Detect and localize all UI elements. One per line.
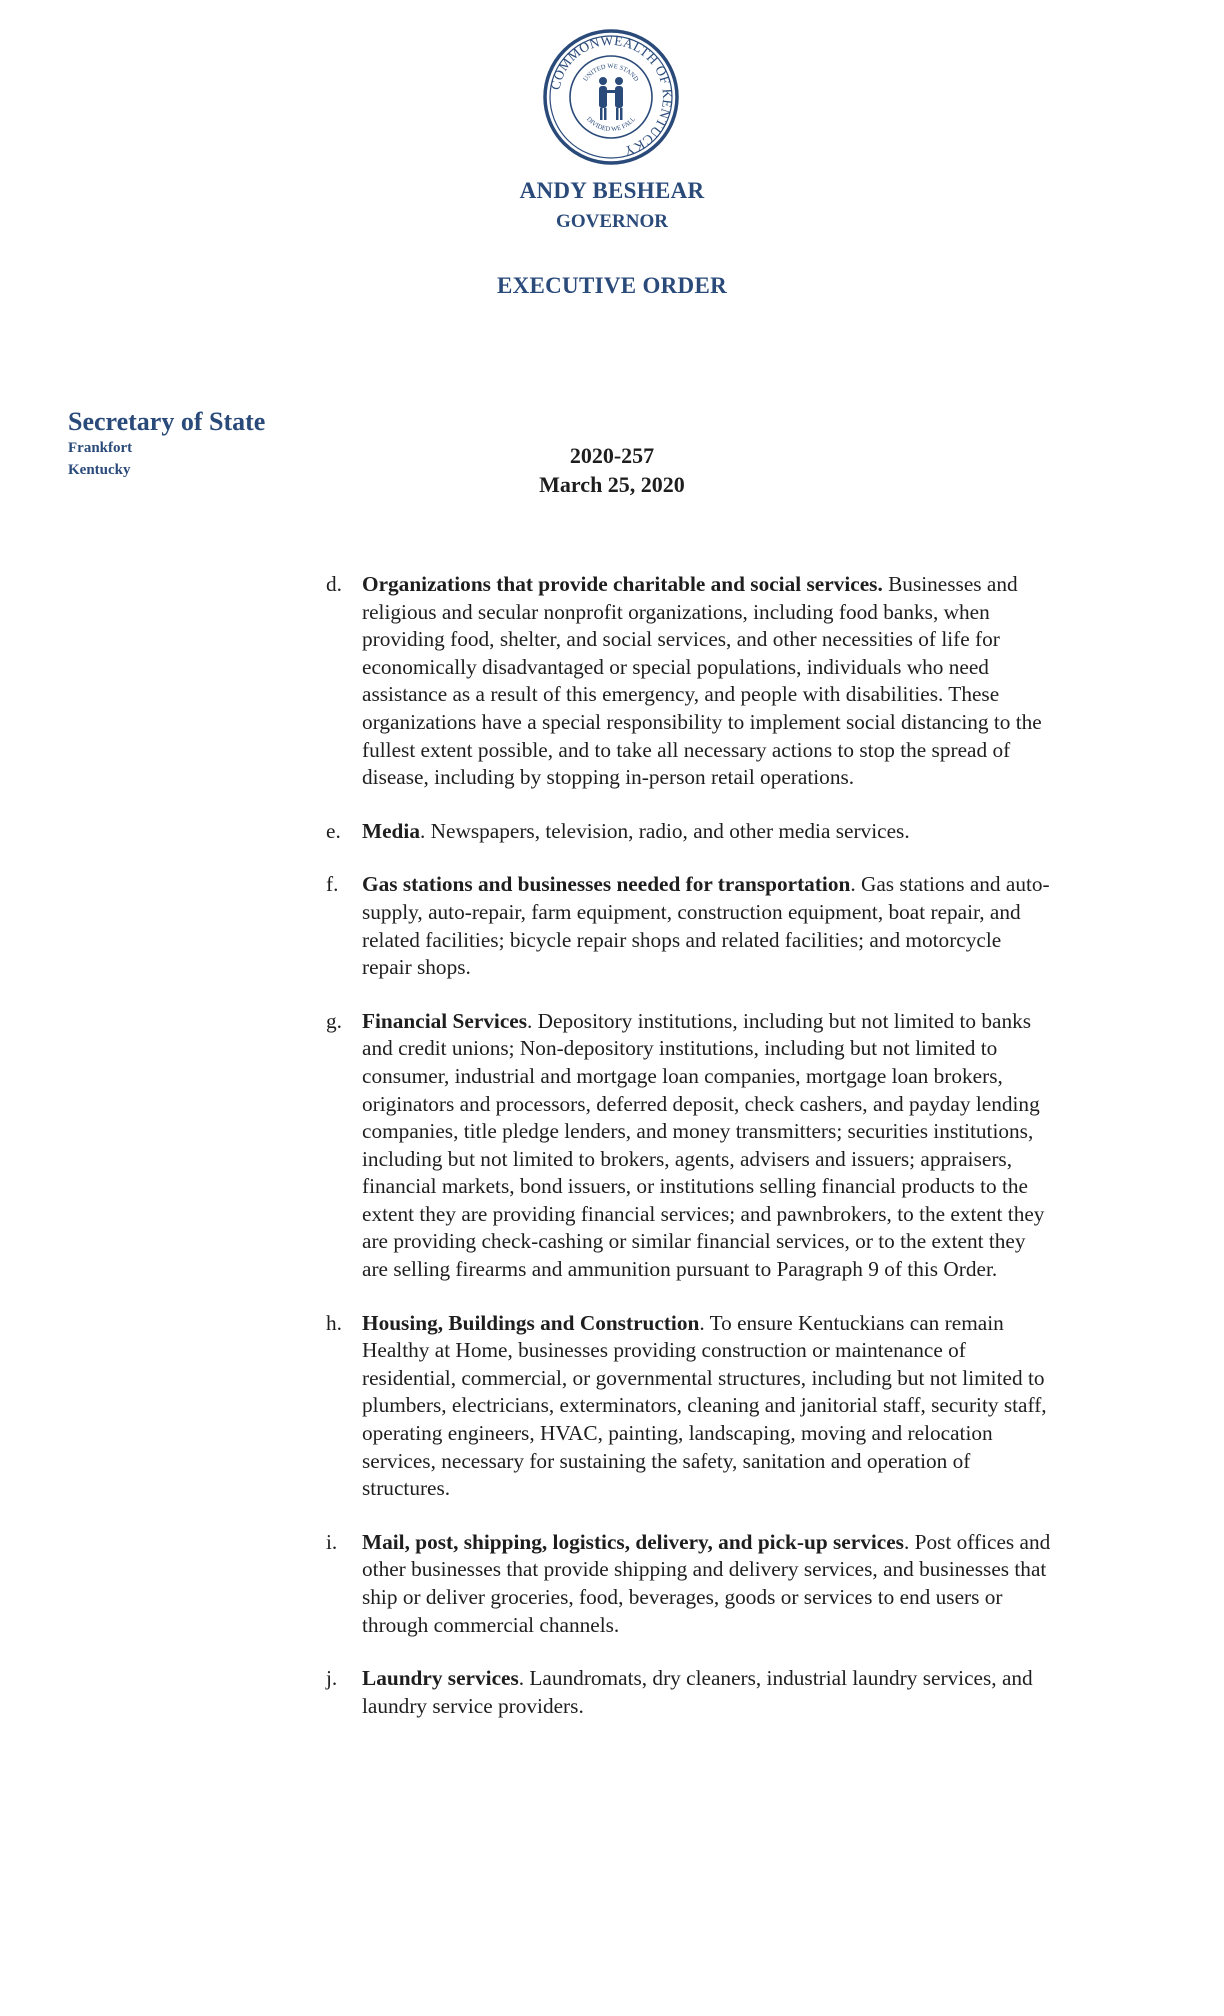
list-item: [326, 571, 1056, 792]
kentucky-seal: [542, 28, 680, 166]
order-items-list: [326, 571, 1056, 1746]
item-body: Businesses and religious and secular nonprofit organizations, including food banks, when providing food, shelter, and social services, and other necessities of life for economically disadvantaged or special populations, individuals who need assistance as a result of this emergency, and people with disabilities. These organizations have a special responsibility to implement social distancing to the fullest extent possible, and to take all necessary actions to stop the spread of disease, including by stopping in-person retail operations.: [362, 572, 1042, 790]
item-letter: j.: [326, 1666, 338, 1691]
item-heading: Housing, Buildings and Construction: [362, 1310, 700, 1335]
order-date: March 25, 2020: [539, 472, 685, 497]
item-body: . Laundromats, dry cleaners, industrial laundry services, and laundry service providers.: [362, 1666, 1033, 1718]
svg-text:DIVIDED WE FALL: [585, 116, 637, 133]
list-item: [326, 1529, 1056, 1639]
seal-figures-icon: [599, 77, 623, 120]
item-heading: Media: [362, 818, 420, 843]
item-letter: h.: [326, 1310, 342, 1335]
seal-motto-bottom: DIVIDED WE FALL: [585, 115, 637, 134]
list-item: [326, 818, 1056, 846]
svg-text:COMMONWEALTH OF KENTUCKY: [547, 33, 675, 160]
secretary-of-state-title: Secretary of State: [68, 407, 266, 436]
item-letter: f.: [326, 872, 339, 897]
item-body: . Post offices and other businesses that provide shipping and delivery services, and businesses that ship or deliver groceries, food, beverages, goods or services to end users or through commercial channels.: [362, 1529, 1051, 1637]
item-letter: e.: [326, 818, 341, 843]
secretary-city: Frankfort: [68, 440, 133, 456]
item-heading: Gas stations and businesses needed for transportation: [362, 872, 851, 897]
document-type: EXECUTIVE ORDER: [496, 273, 728, 298]
list-item: [326, 871, 1056, 981]
item-body: . Newspapers, television, radio, and other media services.: [419, 818, 910, 843]
seal-motto-top: UNITED WE STAND: [582, 62, 640, 83]
governor-name: ANDY BESHEAR: [519, 178, 705, 203]
item-letter: d.: [326, 572, 342, 596]
list-item: [326, 1008, 1056, 1284]
svg-text:UNITED WE STAND: [582, 63, 640, 83]
seal-graphic: [542, 28, 680, 166]
order-number: 2020-257: [569, 443, 655, 468]
seal-ring-text: COMMONWEALTH OF KENTUCKY: [547, 32, 676, 160]
item-body: . Depository institutions, including but not limited to banks and credit unions; Non-depository institutions, including but not limited to consumer, industrial and mortgage loan companies, mortgage loan brokers, originators and processors, deferred deposit, check cashers, and payday lending companies, title pledge lenders, and money transmitters; securities institutions, including but not limited to brokers, agents, advisers and issuers; appraisers, financial markets, bond issuers, or institutions selling financial products to the extent they are providing financial services; and pawnbrokers, to the extent they are providing check-cashing or similar financial services, or to the extent they are selling firearms and ammunition pursuant to Paragraph 9 of this Order.: [362, 1008, 1045, 1282]
item-heading: Organizations that provide charitable and social services.: [362, 572, 883, 596]
item-letter: i.: [326, 1529, 338, 1554]
secretary-state: Kentucky: [68, 462, 131, 478]
list-item: [326, 1310, 1056, 1503]
list-item: [326, 1665, 1056, 1720]
item-body: . Gas stations and auto-supply, auto-repair, farm equipment, construction equipment, boat repair, and related facilities; bicycle repair shops and related facilities; and motorcycle repair shops.: [362, 872, 1050, 980]
item-body: . To ensure Kentuckians can remain Healthy at Home, businesses providing construction or maintenance of residential, commercial, or governmental structures, including but not limited to plumbers, electricians, exterminators, cleaning and janitorial staff, security staff, operating engineers, HVAC, painting, landscaping, moving and relocation services, necessary for sustaining the safety, sanitation and operation of structures.: [362, 1310, 1047, 1501]
item-letter: g.: [326, 1008, 342, 1033]
item-heading: Laundry services: [362, 1666, 519, 1691]
governor-title: GOVERNOR: [556, 211, 668, 232]
item-heading: Financial Services: [362, 1008, 528, 1033]
item-heading: Mail, post, shipping, logistics, delivery, and pick-up services: [362, 1529, 904, 1554]
